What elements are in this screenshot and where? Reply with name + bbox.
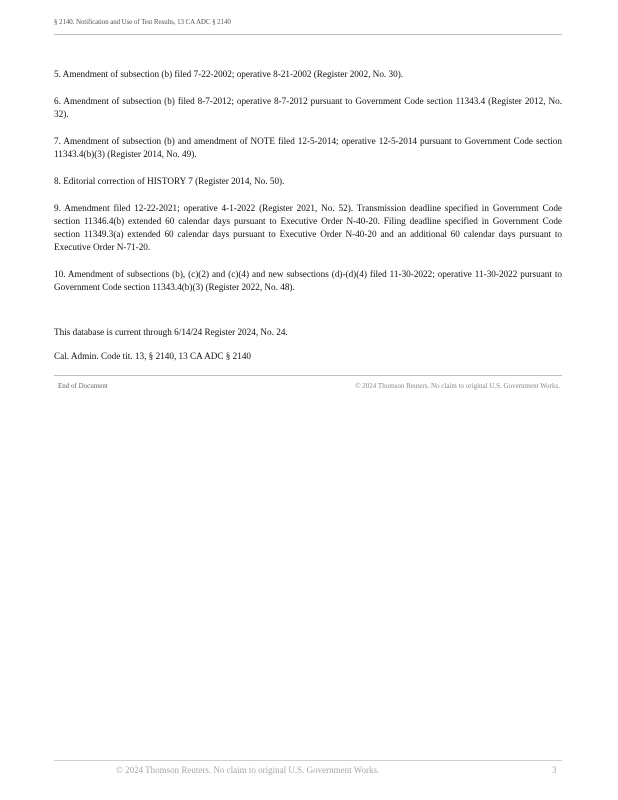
currency-note: This database is current through 6/14/24 Register 2024, No. 24. [54,327,288,337]
running-header: § 2140. Notification and Use of Test Results, 13 CA ADC § 2140 [54,18,231,26]
end-of-document-label: End of Document [58,382,108,390]
header-divider [54,34,562,35]
history-item-7: 7. Amendment of subsection (b) and amendment of NOTE filed 12-5-2014; operative 12-5-2014 pursuant to Government Code section 11343.4(b)(3) (Register 2014, No. 49). [54,136,562,159]
history-item-8: 8. Editorial correction of HISTORY 7 (Register 2014, No. 50). [54,176,285,186]
citation: Cal. Admin. Code tit. 13, § 2140, 13 CA ADC § 2140 [54,351,252,361]
page-number: 3 [552,765,557,775]
history-item-10: 10. Amendment of subsections (b), (c)(2) and (c)(4) and new subsections (d)-(d)(4) filed 11-30-2022; operative 11-30-2022 pursuant to Government Code section 11343.4(b)(3) (Register 2022, No. 48). [54,269,562,292]
history-notes [54,68,562,294]
end-of-document-copyright: © 2024 Thomson Reuters. No claim to original U.S. Government Works. [355,382,560,390]
history-item-9: 9. Amendment filed 12-22-2021; operative 4-1-2022 (Register 2021, No. 52). Transmission deadline specified in Government Code section 11346.4(b) extended 60 calendar days pursuant to Executive Order N-40-20. Filing deadline specified in Government Code section 11349.3(a) extended 60 calendar days pursuant to Executive Order N-40-20 and an additional 60 calendar days pursuant to Executive Order N-71-20. [54,203,562,252]
history-item-6: 6. Amendment of subsection (b) filed 8-7-2012; operative 8-7-2012 pursuant to Government Code section 11343.4 (Register 2012, No. 32). [54,96,562,119]
footer-divider [54,760,562,761]
history-item-5: 5. Amendment of subsection (b) filed 7-22-2002; operative 8-21-2002 (Register 2002, No. 30). [54,69,404,79]
end-of-document-divider [54,375,562,376]
footer-copyright: © 2024 Thomson Reuters. No claim to original U.S. Government Works. [116,765,380,775]
